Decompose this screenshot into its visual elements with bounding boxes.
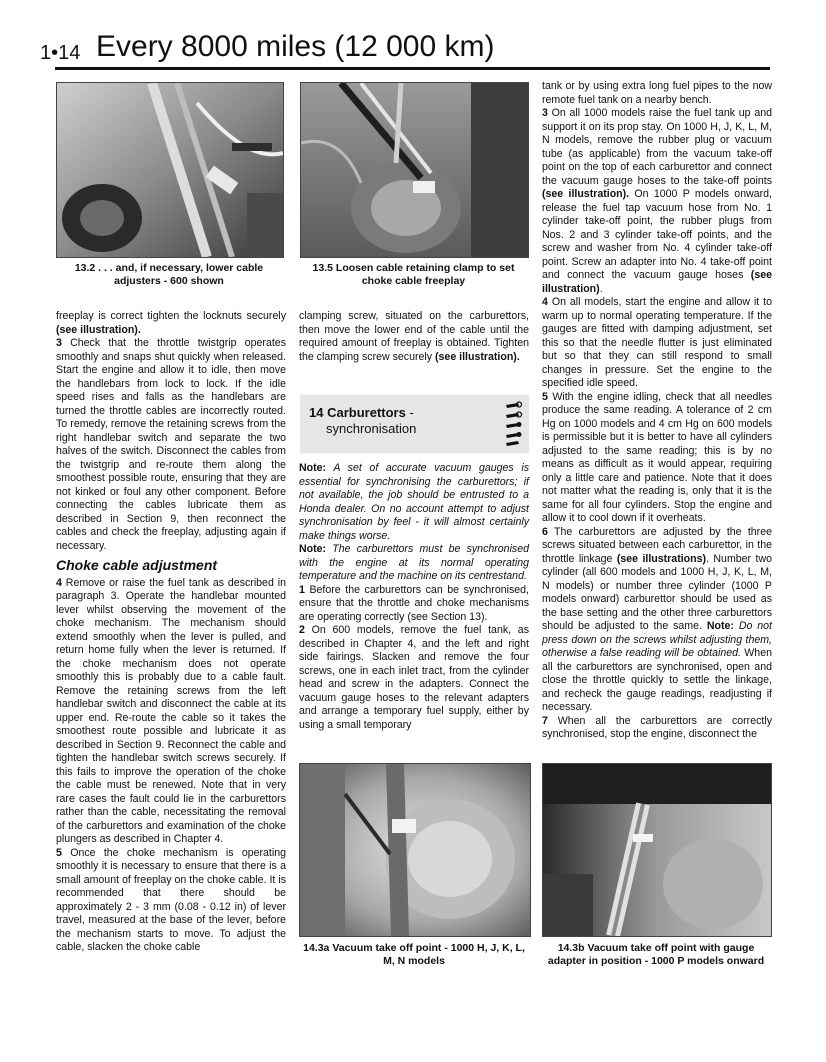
photo-13-5 [300, 82, 529, 258]
note: Note: A set of accurate vacuum gauges is essential for synchronising the carburettors; if not available, the job should be entrusted to a Honda dealer. On no account attempt to adjust synchronisation by feel - it will almost certainly make things worse. [299, 462, 529, 542]
paragraph: 5 With the engine idling, check that all needles produce the same reading. A tolerance of 2 cm Hg on 1000 models and 4 cm Hg on 600 models is permissible but it is better to have all cylinders adjusted to the same reading; this is by no means as difficult as it would appear, requiring only a little care and patience. Note that it does not matter what the reading is, only that it is the same for all four cylinders. Stop the engine and allow it to cool down if it overheats. [542, 390, 772, 524]
paragraph: 3 Check that the throttle twistgrip operates smoothly and snaps shut quickly when released. Start the engine and allow it to idle, then move the handlebars from lock to lock. If the idle speed rises and falls as the handlebars are turned the throttle cables are incorrectly routed. To remedy, remove the retaining screws from the right handlebar switch and separate the two halves of the switch. Disconnect the cables from the twistgrip and re-route them along the smoothest possible route, ensuring that they are not kinked or foul any other component. Before connecting the cables lubricate them as described in Section 9, then reconnect the cables and check the freeplay, adjusting again if necessary. [56, 337, 286, 552]
photo-13-2 [56, 82, 284, 258]
paragraph: tank or by using extra long fuel pipes to the now remote fuel tank on a nearby bench. [542, 80, 772, 106]
note: Note: The carburettors must be synchronised with the engine at its normal operating temperature and the machine on its centrestand. [299, 543, 529, 582]
column-1 [56, 310, 286, 955]
paragraph: clamping screw, situated on the carburettors, then move the lower end of the cable until the required amount of freeplay is obtained. Tighten the clamping screw securely (see illustration). [299, 310, 529, 363]
caption-14-3b: 14.3b Vacuum take off point with gauge adapter in position - 1000 P models onward [547, 942, 765, 967]
section-heading: Choke cable adjustment [56, 557, 218, 573]
section-title: Carburettors [327, 405, 406, 420]
paragraph: 4 Remove or raise the fuel tank as described in paragraph 3. Operate the handlebar mounted lever whilst observing the movement of the choke mechanism. The mechanism should extend smoothly when the lever is pulled, and return home fully when the lever is returned. If the choke mechanism does not operate smoothly this is probably due to a cable fault. Remove the retaining screws from the left handlebar switch and disconnect the cable at its upper end. Re-route the cable so it takes the smoothest route possible and lubricate it as described in Section 9. Reconnect the cable and tighten the handlebar switch screws securely. If this fails to improve the operation of the choke the cable must be renewed. Note that in very rare cases the fault could lie in the carburettors rather than the cable, necessitating the removal of the carburettors and examination of the choke plungers as described in Chapter 4. [56, 576, 286, 845]
section-number: 14 [309, 405, 324, 420]
difficulty-spanners-icon [503, 401, 523, 447]
paragraph: 5 Once the choke mechanism is operating smoothly it is necessary to ensure that there is a small amount of freeplay on the choke cable. It is recommended that there should be approximately 2 - 3 mm (0.08 - 0.12 in) of lever travel, measured at the base of the lever, before the mechanism starts to move. To adjust the cable, slacken the choke cable [56, 846, 286, 953]
page-number: 1•14 [40, 42, 81, 64]
section-subtitle: synchronisation [326, 421, 417, 436]
column-2 [299, 310, 529, 364]
column-2-lower [299, 462, 529, 732]
page-title: Every 8000 miles (12 000 km) [96, 30, 495, 63]
header-rule [55, 67, 770, 70]
section-14-header-box: 14 Carburettors - synchronisation [300, 395, 529, 453]
paragraph: 6 The carburettors are adjusted by the three screws situated between each carburettor, in the throttle linkage (see illustrations). Number two cylinder (all 600 models and 1000 H, J, K, L, M, N models) or number three cylinder (1000 P models onward) carburettor should be used as the base setting and the other three carburettors should be adjusted to the same. Note: Do not press down on the screws whilst adjusting them, otherwise a false reading will be obtained. When all the carburettors are synchronised, open and close the throttle quickly to settle the linkage, and recheck the gauge readings, readjusting if necessary. [542, 525, 773, 713]
caption-13-5: 13.5 Loosen cable retaining clamp to set choke cable freeplay [312, 262, 515, 287]
caption-14-3a: 14.3a Vacuum take off point - 1000 H, J, K, L, M, N models [303, 942, 525, 967]
photo-14-3b [542, 763, 772, 937]
paragraph: freeplay is correct tighten the locknuts securely (see illustration). [56, 310, 286, 336]
column-3 [542, 80, 772, 742]
paragraph: 7 When all the carburettors are correctly synchronised, stop the engine, disconnect the [542, 714, 772, 740]
paragraph: 1 Before the carburettors can be synchronised, ensure that the throttle and choke mechanisms are operating correctly (see Section 13). [299, 583, 529, 623]
photo-14-3a [299, 763, 531, 937]
caption-13-2: 13.2 . . . and, if necessary, lower cable adjusters - 600 shown [74, 262, 264, 287]
paragraph: 2 On 600 models, remove the fuel tank, as described in Chapter 4, and the left and right side fairings. Slacken and remove the four screws, one in each inlet tract, from the cylinder head and screw in the adapters. Connect the vacuum gauge hoses to the relevant adapters and arrange a temporary fuel supply, either by using a small temporary [299, 624, 529, 731]
paragraph: 4 On all models, start the engine and allow it to warm up to normal operating temperature. If the gauges are fitted with damping adjustment, set this so that the needle flutter is just eliminated but so that they can still respond to small changes in pressure. Set the engine to the specified idle speed. [542, 296, 772, 389]
paragraph: 3 On all 1000 models raise the fuel tank up and support it on its prop stay. On 1000 H, J, K, L, M, N models, remove the rubber plug or vacuum tube (as applicable) from the vacuum take-off point on the top of each carburettor and connect the vacuum gauge hoses to the take-off points (see illustration). On 1000 P models onward, release the fuel tap vacuum hose from No. 1 cylinder take-off point, the rubber plugs from Nos. 2 and 3 cylinder take-off points, and the screw and washer from No. 4 cylinder take-off point. Screw an adapter into No. 4 take-off point and connect the vacuum gauge hoses (see illustration). [542, 107, 772, 295]
